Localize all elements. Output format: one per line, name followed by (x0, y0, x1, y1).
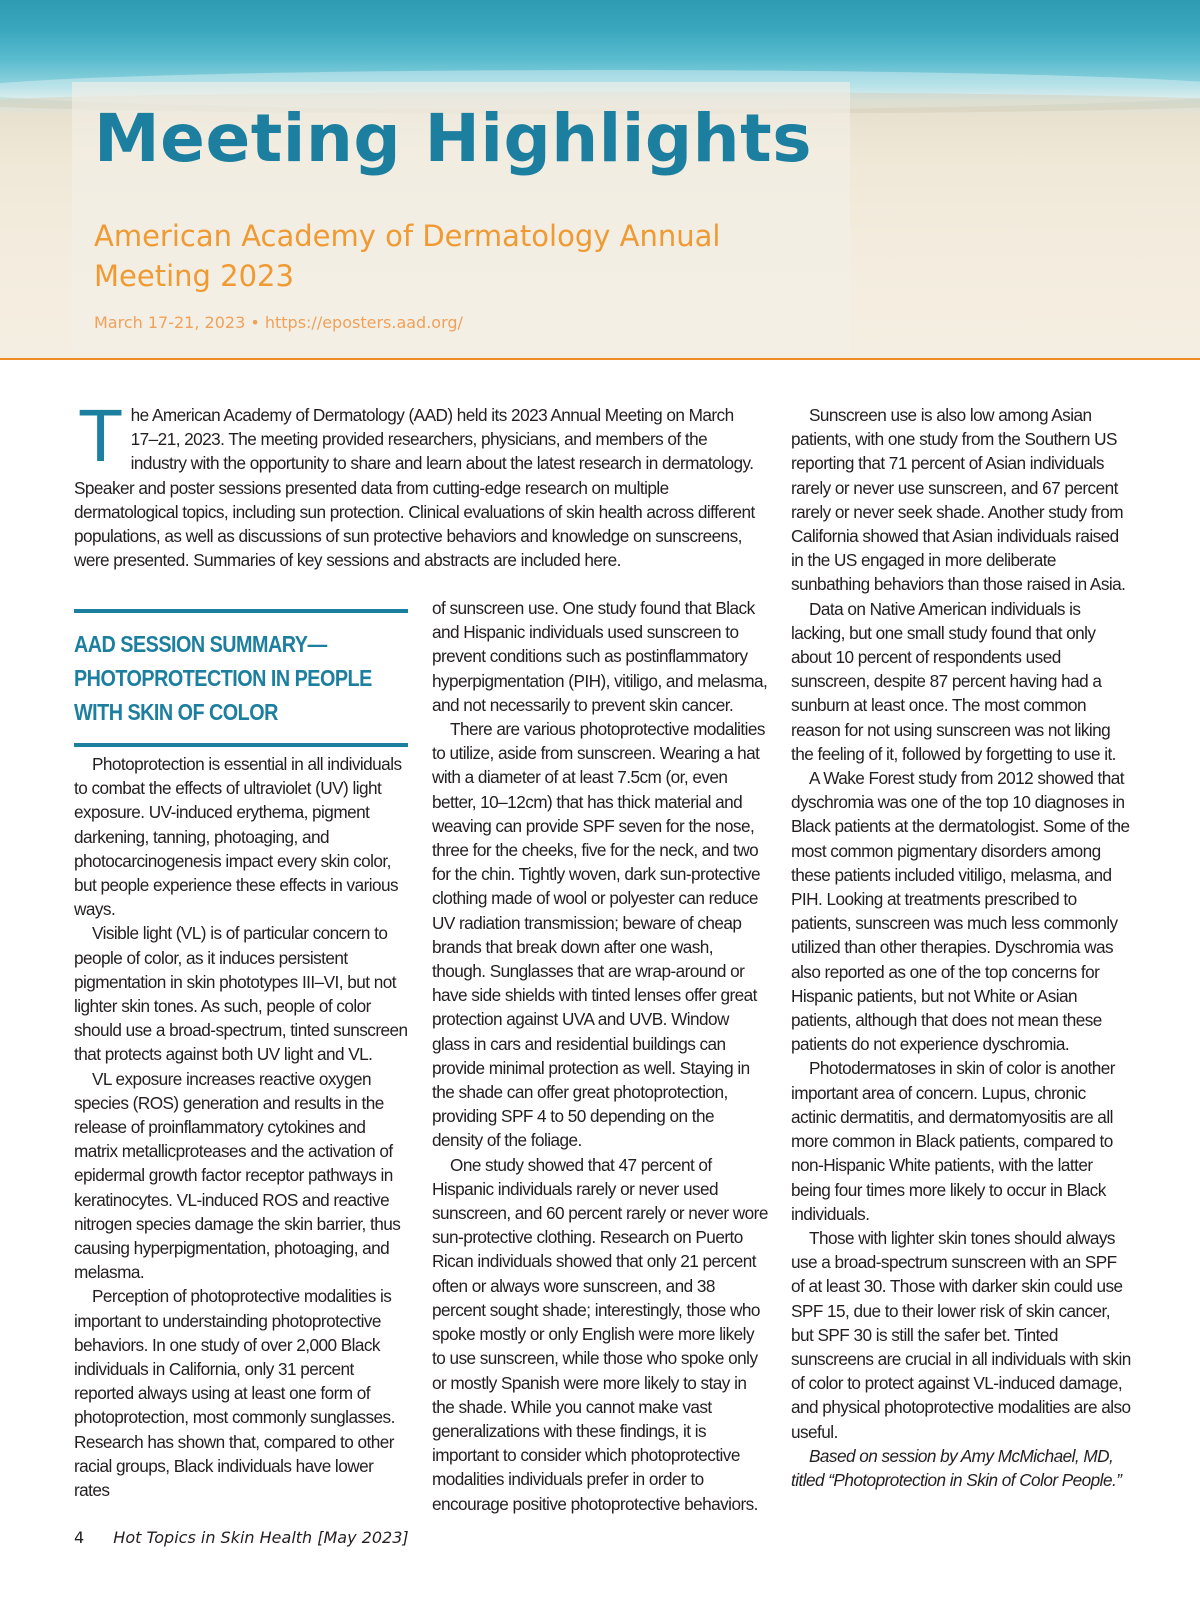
column-1 (74, 752, 410, 1502)
meeting-subtitle: American Academy of Dermatology Annual Meeting 2023 (94, 219, 721, 293)
section-heading: AAD SESSION SUMMARY—PHOTOPROTECTION IN PEOPLE WITH SKIN OF COLOR (74, 631, 372, 725)
body-paragraph: Photodermatoses in skin of color is another important area of concern. Lupus, chronic actinic dermatitis, and dermatomyositis are all more common in Black patients, compared to non-Hispanic White patients, with the latter being four times more likely to occur in Black individuals. (791, 1058, 1115, 1224)
body-paragraph: Photoprotection is essential in all individuals to combat the effects of ultraviolet (UV) light exposure. UV-induced erythema, pigment darkening, tanning, photoaging, and photocarcinogenesis impact every skin color, but people experience these effects in various ways. (74, 754, 402, 920)
header-divider (0, 358, 1200, 360)
page-footer (74, 1528, 409, 1547)
body-paragraph: One study showed that 47 percent of Hispanic individuals rarely or never used sunscreen, and 60 percent rarely or never wore sun-protective clothing. Research on Puerto Rican individuals showed that only 21 percent often or always wore sunscreen, and 38 percent sought shade; interestingly, those who spoke mostly or only English were more likely to use sunscreen, while those who spoke only or mostly Spanish were more likely to stay in the shade. While you cannot make vast generalizations with these findings, it is important to consider which photoprotective modalities individuals prefer in order to encourage positive photoprotective behaviors. (432, 1154, 768, 1514)
body-paragraph: A Wake Forest study from 2012 showed that dyschromia was one of the top 10 diagnoses in Black patients at the dermatologist. Some of the most common pigmentary disorders among these patients included vitiligo, melasma, and PIH. Looking at treatments prescribed to patients, sunscreen was much less commonly utilized than other therapies. Dyschromia was also reported as one of the top concerns for Hispanic patients, but not White or Asian patients, although that does not mean these patients do not experience dyschromia. (791, 768, 1130, 1055)
column-3 (791, 403, 1131, 1492)
column-2 (432, 596, 768, 1516)
intro-text: he American Academy of Dermatology (AAD) held its 2023 Annual Meeting on March 17–21, 2023. The meeting provided researchers, physicians, and members of the industry with the opportunity to share and learn about the latest research in dermatology. Speaker and poster sessions presented data from cutting-edge research on multiple dermatological topics, including sun protection. Clinical evaluations of skin health across different populations, as well as discussions of sun protective behaviors and knowledge on sunscreens, were presented. Summaries of key sessions and abstracts are included here. (74, 405, 755, 571)
body-paragraph: There are various photoprotective modalities to utilize, aside from sunscreen. Wearing a hat with a diameter of at least 7.5cm (or, even better, 10–12cm) that has thick material and weaving can provide SPF seven for the nose, three for the cheeks, five for the neck, and two for the chin. Tightly woven, dark sun-protective clothing made of wool or polyester can reduce UV radiation transmission; beware of cheap brands that break down after one wash, though. Sunglasses that are wrap-around or have side shields with tinted lenses offer great protection against UVA and UVB. Window glass in cars and residential buildings can provide minimal protection as well. Staying in the shade can offer great photoprotection, providing SPF 4 to 50 depending on the density of the foliage. (432, 719, 765, 1151)
body-paragraph: Perception of photoprotective modalities is important to understainding photoprotective behaviors. In one study of over 2,000 Black individuals in California, only 31 percent reported always using at least one form of photoprotection, most commonly sunglasses. Research has shown that, compared to other racial groups, Black individuals have lower rates (74, 1286, 395, 1501)
body-paragraph: VL exposure increases reactive oxygen species (ROS) generation and results in the release of proinflammatory cytokines and matrix metallicproteases and the activation of epidermal growth factor receptor pathways in keratinocytes. VL-induced ROS and reactive nitrogen species damage the skin barrier, thus causing hyperpigmentation, photoaging, and melasma. (74, 1068, 401, 1283)
publication-name: Hot Topics in Skin Health [May 2023] (113, 1528, 409, 1547)
session-byline: Based on session by Amy McMichael, MD, titled “Photoprotection in Skin of Color People.” (791, 1445, 1122, 1490)
section-header (74, 609, 408, 747)
intro-paragraph (74, 394, 764, 572)
body-paragraph: Visible light (VL) is of particular concern to people of color, as it induces persistent pigmentation in skin phototypes III–VI, but not lighter skin tones. As such, people of color should use a broad-spectrum, tinted sunscreen that protects against both UV light and VL. (74, 923, 408, 1065)
meeting-dateline: March 17-21, 2023 • https://eposters.aad.org/ (94, 313, 463, 332)
header-banner (0, 0, 1200, 360)
page-title: Meeting Highlights (94, 100, 812, 177)
body-paragraph: of sunscreen use. One study found that Black and Hispanic individuals used sunscreen to prevent conditions such as postinflammatory hyperpigmentation (PIH), vitiligo, and melasma, and not necessarily to prevent skin cancer. (432, 598, 768, 715)
body-paragraph: Data on Native American individuals is lacking, but one small study found that only about 10 percent of respondents used sunscreen, despite 87 percent having had a sunburn at least once. The most common reason for not using sunscreen was not liking the feeling of it, followed by forgetting to use it. (791, 598, 1116, 764)
page-number: 4 (74, 1528, 85, 1547)
body-paragraph: Those with lighter skin tones should always use a broad-spectrum sunscreen with an SPF of at least 30. Those with darker skin could use SPF 15, due to their lower risk of skin cancer, but SPF 30 is still the safer bet. Tinted sunscreens are crucial in all individuals with skin of color to protect against VL-induced damage, and physical photoprotective modalities are also useful. (791, 1227, 1131, 1442)
drop-cap: T (78, 394, 123, 477)
body-paragraph: Sunscreen use is also low among Asian patients, with one study from the Southern US reporting that 71 percent of Asian individuals rarely or never use sunscreen, and 67 percent rarely or never seek shade. Another study from California showed that Asian individuals raised in the US engaged in more deliberate sunbathing behaviors than those raised in Asia. (791, 405, 1126, 595)
